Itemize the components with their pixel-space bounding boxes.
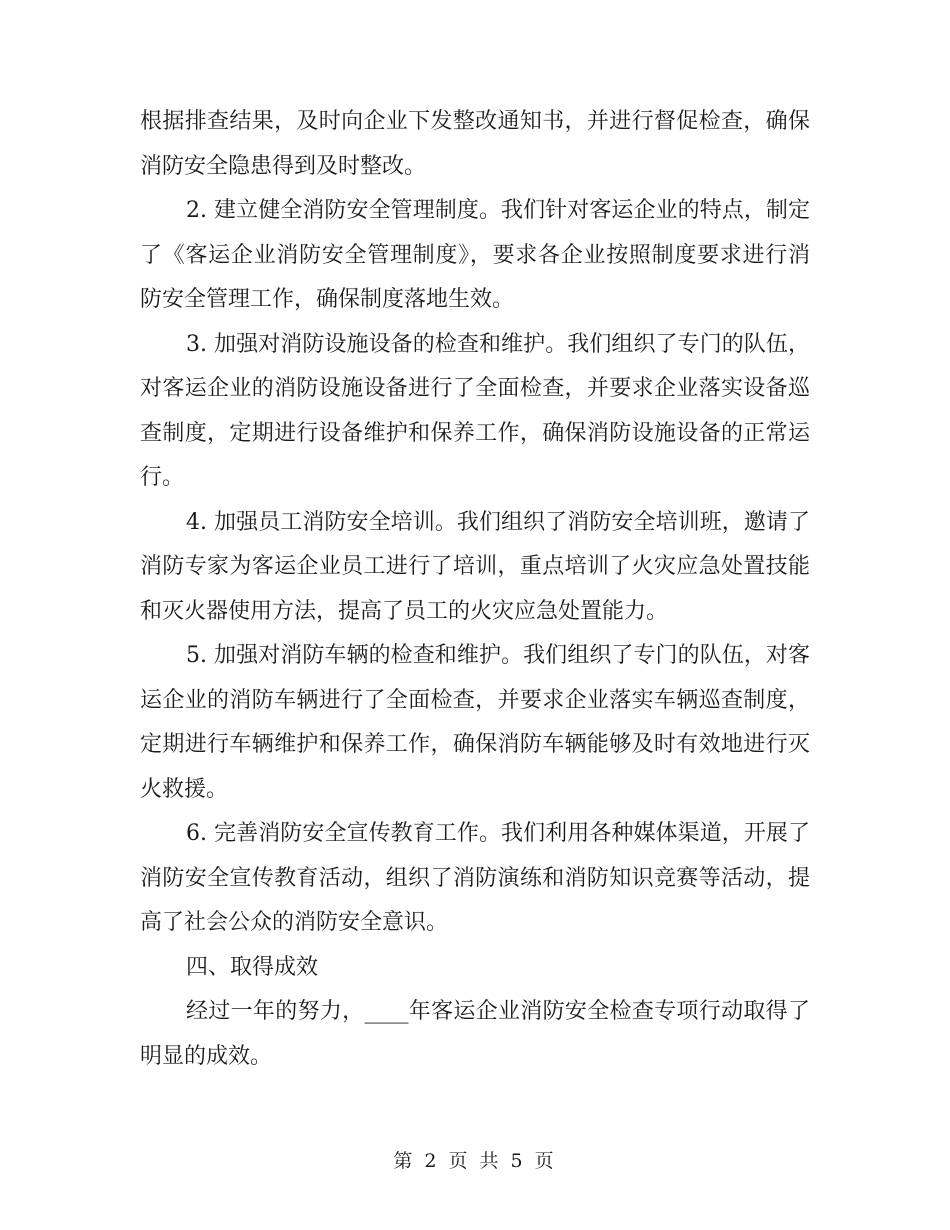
paragraph-3: 3. 加强对消防设施设备的检查和维护。我们组织了专门的队伍，对客运企业的消防设施设备进行了全面检查，并要求企业落实设备巡查制度，定期进行设备维护和保养工作，确保消防设施设备的正常运行。 (140, 331, 810, 490)
paragraph-1: 根据排查结果，及时向企业下发整改通知书，并进行督促检查，确保消防安全隐患得到及时整改。 (140, 109, 810, 179)
page-number-footer: 第 2 页 共 5 页 (393, 1150, 557, 1172)
paragraph-6: 6. 完善消防安全宣传教育工作。我们利用各种媒体渠道，开展了消防安全宣传教育活动，组织了消防演练和消防知识竞赛等活动，提高了社会公众的消防安全意识。 (140, 821, 810, 935)
section-heading: 四、取得成效 (186, 954, 319, 980)
paragraph-5: 5. 加强对消防车辆的检查和维护。我们组织了专门的队伍，对客运企业的消防车辆进行了全面检查，并要求企业落实车辆巡查制度，定期进行车辆维护和保养工作，确保消防车辆能够及时有效地进行灭火救援。 (140, 643, 810, 802)
paragraph-7: 经过一年的努力，____年客运企业消防安全检查专项行动取得了明显的成效。 (140, 999, 810, 1069)
document-body (140, 100, 810, 1079)
paragraph-4: 4. 加强员工消防安全培训。我们组织了消防安全培训班，邀请了消防专家为客运企业员工进行了培训，重点培训了火灾应急处置技能和灭火器使用方法，提高了员工的火灾应急处置能力。 (140, 509, 810, 624)
paragraph-2: 2. 建立健全消防安全管理制度。我们针对客运企业的特点，制定了《客运企业消防安全管理制度》，要求各企业按照制度要求进行消防安全管理工作，确保制度落地生效。 (140, 198, 810, 312)
